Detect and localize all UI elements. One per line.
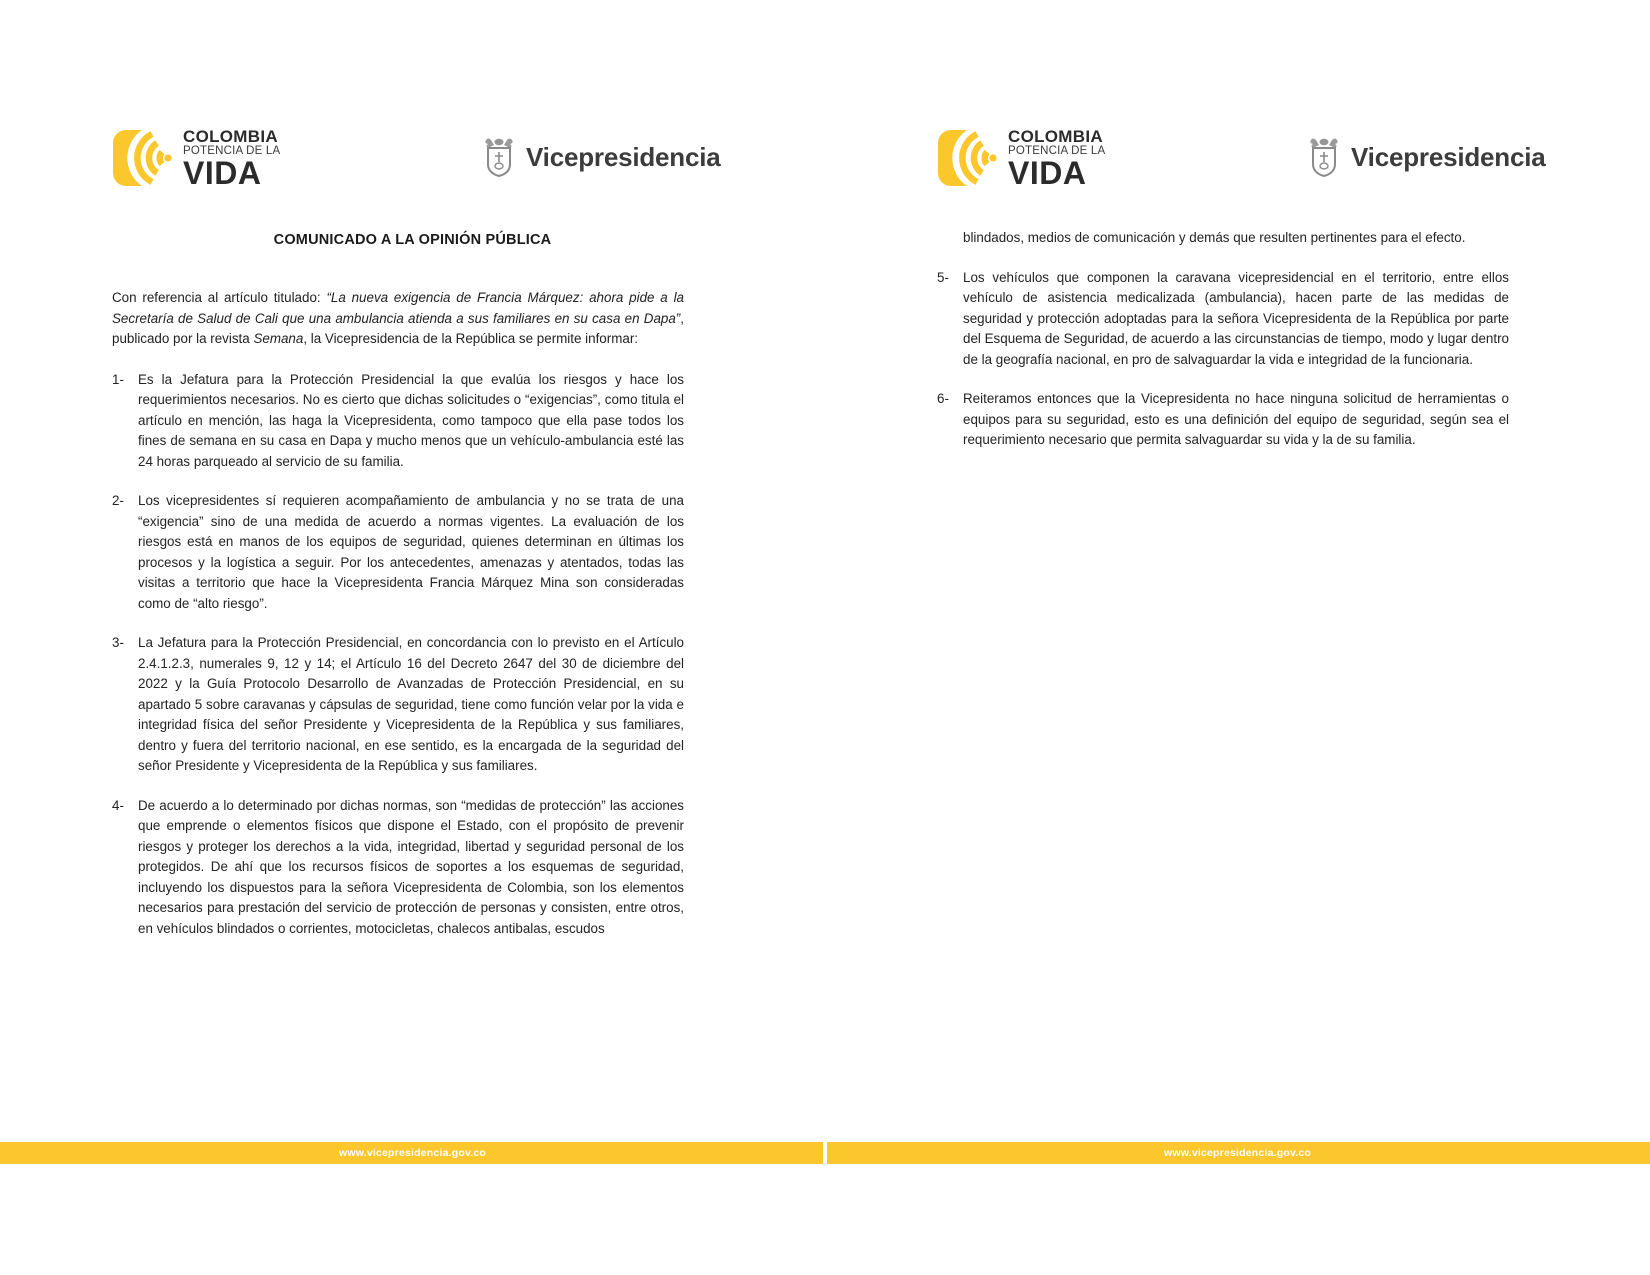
intro-part2: , publicado por la revista	[112, 310, 684, 346]
page-header-right	[825, 128, 1650, 192]
colombia-logo	[112, 128, 280, 189]
colombia-coat-of-arms-icon	[482, 136, 516, 178]
list-item-text: Reiteramos entonces que la Vicepresidenta no hace ninguna solicitud de herramientas o equipos para su seguridad, esto es una definición del equipo de seguridad, según sea el requerimiento necesario que permita salvaguardar su vida y la de su familia.	[963, 391, 1509, 447]
list-item-marker: 1-	[112, 371, 124, 387]
page-right	[825, 0, 1650, 1275]
logo-text-colombia: COLOMBIA	[183, 127, 278, 146]
list-item-text: Los vicepresidentes sí requieren acompañamiento de ambulancia y no se trata de una “exigencia” sino de una medida de acuerdo a normas vigentes. La evaluación de los riesgos está en manos de los equipos de seguridad, quienes determinan en últimas los procesos y la logística a seguir. Por los antecedentes, amenazas y atentados, todas las visitas a territorio que hace la Vicepresidenta Francia Márquez Mina son consideradas como de “alto riesgo”.	[138, 493, 684, 611]
logo-text-potencia: POTENCIA DE LA	[1008, 145, 1106, 157]
footer-url[interactable]: www.vicepresidencia.gov.co	[338, 1147, 486, 1159]
page-divider	[823, 0, 827, 1275]
list-item-text: La Jefatura para la Protección Presidencial, en concordancia con lo previsto en el Artículo 2.4.1.2.3, numerales 9, 12 y 14; el Artículo 16 del Decreto 2647 del 30 de diciembre del 2022 y la Guía Protocolo Desarrollo de Avanzadas de Protección Presidencial, en su apartado 5 sobre caravanas y cápsulas de seguridad, tiene como función velar por la vida e integridad física del señor Presidente y Vicepresidenta de la República y sus familiares, dentro y fuera del territorio nacional, en ese sentido, es la encargada de la seguridad del señor Presidente y Vicepresidenta de la República y sus familiares.	[138, 635, 684, 773]
intro-part1: Con referencia al artículo titulado:	[112, 290, 327, 305]
page-title: COMUNICADO A LA OPINIÓN PÚBLICA	[273, 232, 552, 248]
colombia-logo-words	[1008, 128, 1105, 189]
list-item-marker: 5-	[937, 269, 949, 285]
numbered-list-left	[112, 370, 684, 940]
page-right-inner	[825, 0, 1650, 1275]
footer-url[interactable]: www.vicepresidencia.gov.co	[1163, 1147, 1311, 1159]
continuation-paragraph: blindados, medios de comunicación y demás que resulten pertinentes para el efecto.	[963, 230, 1466, 245]
article-quote-title: “La nueva exigencia de Francia Márquez: ahora pide a la Secretaría de Salud de Cali que una ambulancia atienda a sus familiares en su casa en Dapa”	[112, 290, 684, 326]
list-item	[112, 491, 684, 614]
colombia-waves-icon	[937, 129, 999, 187]
footer-bar-left	[0, 1142, 825, 1164]
list-item-text: Los vehículos que componen la caravana vicepresidencial en el territorio, entre ellos vehículo de asistencia medicalizada (ambulancia), hacen parte de las medidas de seguridad y protección adoptadas para la señora Vicepresidenta de la República por parte del Esquema de Seguridad, de acuerdo a las circunstancias de tiempo, modo y lugar dentro de la geografía nacional, en pro de salvaguardar la vida e integridad de la funcionaria.	[963, 269, 1509, 367]
list-item-text: De acuerdo a lo determinado por dichas normas, son “medidas de protección” las acciones que emprende o elementos físicos que dispone el Estado, con el propósito de prevenir riesgos y proteger los derechos a la vida, integridad, libertad y seguridad personal de los protegidos. De ahí que los recursos físicos de soportes a los esquemas de seguridad, incluyendo los dispuestos para la señora Vicepresidenta de Colombia, son los elementos necesarios para prestación del servicio de protección de personas y consisten, entre otros, en vehículos blindados o corrientes, motocicletas, chalecos antibalas, escudos	[138, 797, 684, 936]
list-item	[112, 370, 684, 473]
intro-paragraph	[112, 288, 684, 350]
logo-text-vicepresidencia: Vicepresidencia	[1351, 141, 1546, 172]
list-item	[937, 389, 1509, 451]
logo-text-vida: VIDA	[183, 154, 262, 191]
list-item-text: Es la Jefatura para la Protección Presidencial la que evalúa los riesgos y hace los requerimientos necesarios. No es cierto que dichas solicitudes o “exigencias”, como titula el artículo en mención, las haga la Vicepresidenta, como tampoco que ella pase todos los fines de semana en su casa en Dapa y mucho menos que un vehículo-ambulancia esté las 24 horas parqueado al servicio de su familia.	[138, 371, 684, 469]
logo-text-potencia: POTENCIA DE LA	[183, 145, 281, 157]
list-item	[937, 268, 1509, 371]
list-item-marker: 2-	[112, 493, 124, 508]
logo-text-vicepresidencia: Vicepresidencia	[526, 141, 721, 172]
colombia-logo	[937, 128, 1105, 189]
list-item-marker: 3-	[112, 635, 124, 650]
logo-text-vida: VIDA	[1008, 154, 1087, 191]
footer-bar-right	[825, 1142, 1650, 1164]
magazine-name: Semana	[253, 331, 304, 346]
list-item	[112, 796, 684, 940]
list-item-marker: 4-	[112, 797, 124, 813]
intro-part3: , la Vicepresidencia de la República se permite informar:	[303, 331, 638, 346]
page-header-left	[0, 128, 825, 192]
colombia-coat-of-arms-icon	[1307, 136, 1341, 178]
list-item-marker: 6-	[937, 391, 949, 406]
right-page-content	[937, 228, 1509, 470]
colombia-logo-words	[183, 128, 280, 189]
vicepresidencia-logo	[482, 136, 721, 178]
vicepresidencia-logo	[1307, 136, 1546, 178]
left-page-content	[112, 288, 684, 958]
numbered-list-right	[937, 268, 1509, 451]
colombia-waves-icon	[112, 129, 174, 187]
logo-text-colombia: COLOMBIA	[1008, 127, 1103, 146]
list-item	[112, 633, 684, 777]
